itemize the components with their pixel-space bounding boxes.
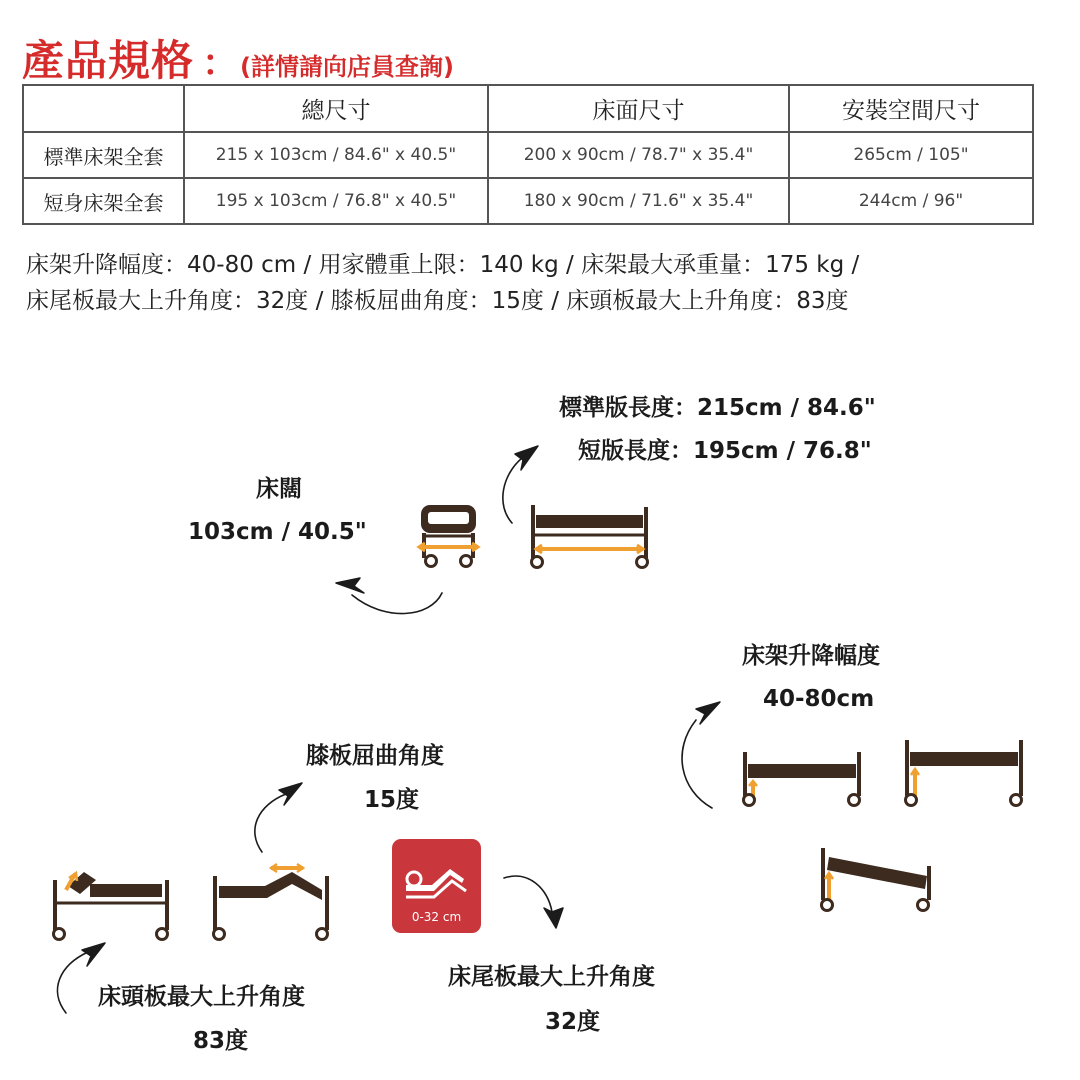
title-subtitle: (詳情請向店員查詢) [240,53,454,81]
foot-angle-label: 床尾板最大上升角度 [448,964,655,990]
paper-plane-icon [696,702,720,724]
row-name: 短身床架全套 [23,178,184,224]
sketch-arrow-height [682,720,712,808]
length-standard-label: 標準版長度：215cm / 84.6" [559,395,876,421]
overall-size-cell: 195 x 103cm / 76.8" x 40.5" [184,178,488,224]
overall-size-cell: 215 x 103cm / 84.6" x 40.5" [184,132,488,178]
foot-angle-value: 32度 [545,1009,601,1035]
column-header-space: 安裝空間尺寸 [789,85,1033,132]
column-header-surface: 床面尺寸 [488,85,789,132]
length-short-label: 短版長度：195cm / 76.8" [578,438,872,464]
install-space-cell: 244cm / 96" [789,178,1033,224]
paper-plane-icon [279,783,302,805]
knee-angle-label: 膝板屈曲角度 [306,743,444,769]
paper-plane-icon [336,578,364,593]
foot-raise-label: 0-32 cm [411,910,462,924]
bed-knee-bend-icon [214,864,328,940]
title-text: 產品規格 [22,36,195,85]
row-name: 標準床架全套 [23,132,184,178]
head-angle-label: 床頭板最大上升角度 [98,984,305,1010]
install-space-cell: 265cm / 105" [789,132,1033,178]
foot-raise-tile [392,839,481,933]
paper-plane-icon [82,943,105,966]
spec-note-line-1: 床架升降幅度：40-80 cm / 用家體重上限：140 kg / 床架最大承重量：175 kg / [26,252,860,278]
height-range-label: 床架升降幅度 [742,643,880,669]
bed-end-view-icon [419,505,478,567]
height-range-value: 40-80cm [763,686,875,712]
width-value: 103cm / 40.5" [188,519,367,545]
spec-note-line-2: 床尾板最大上升角度：32度 / 膝板屈曲角度：15度 / 床頭板最大上升角度：83度 [26,288,849,314]
sketch-arrow-foot [504,876,552,912]
column-header-overall: 總尺寸 [184,85,488,132]
bed-side-view-icon [532,505,648,568]
bed-tilt-icon [822,848,930,911]
sketch-arrow-head [57,952,88,1013]
bed-low-icon [744,752,860,806]
surface-size-cell: 180 x 90cm / 71.6" x 35.4" [488,178,789,224]
bed-high-icon [906,740,1022,806]
paper-plane-icon [515,446,538,470]
head-angle-value: 83度 [193,1028,249,1054]
sketch-arrow-knee [255,794,286,852]
paper-plane-icon [544,908,563,928]
sketch-arrow-length [503,458,522,523]
sketch-arrow-width [352,593,442,614]
bed-head-raise-icon [54,872,168,940]
surface-size-cell: 200 x 90cm / 78.7" x 35.4" [488,132,789,178]
knee-angle-value: 15度 [364,787,420,813]
title-colon: ： [202,43,239,84]
width-label: 床闊 [256,476,302,502]
